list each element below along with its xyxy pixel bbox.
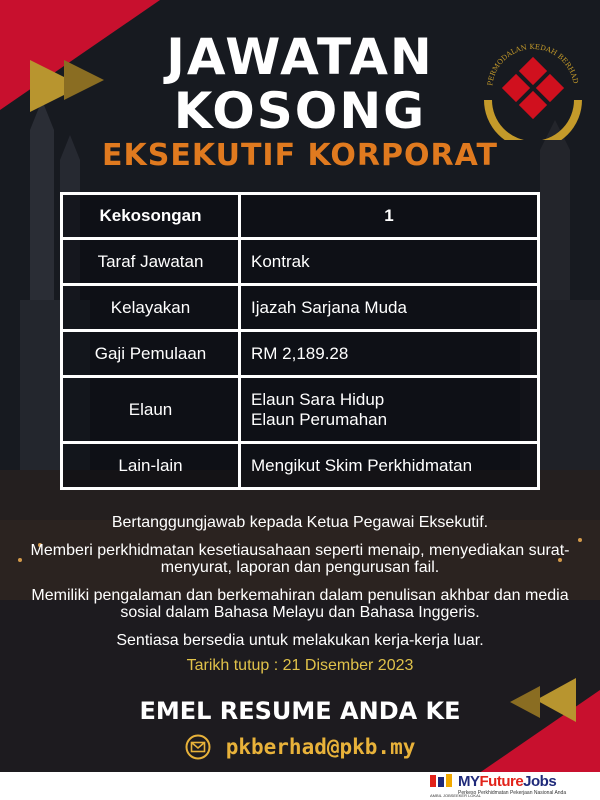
duty-item: Bertanggungjawab kepada Ketua Pegawai Eksekutif. [111,514,489,531]
duty-item: Memiliki pengalaman dan berkemahiran dalam penulisan akhbar dan media sosial dalam Bahasa Melayu dan Bahasa Inggeris. [31,587,569,621]
footer-agency: AMBIL JOBSEEKER LOKAL [430,793,481,798]
row-value-line: Elaun Perumahan [251,409,388,429]
row-label: Kelayakan [62,285,240,331]
table-row [62,194,539,239]
table-row [62,377,539,443]
footer-brand [458,773,556,790]
row-label: Lain-lain [62,443,240,489]
row-label: Gaji Pemulaan [62,331,240,377]
job-details-table [60,192,540,490]
email-row [0,734,600,760]
row-value-line: Elaun Sara Hidup [251,389,385,409]
closing-date: Tarikh tutup : 21 Disember 2023 [186,657,414,674]
job-duties [20,514,580,660]
title-line-2: KOSONG [173,82,427,140]
duty-item: Sentiasa bersedia untuk melakukan kerja-kerja luar. [116,632,484,649]
brand-part: Future [479,773,524,790]
duty-item: Memberi perkhidmatan kesetiausahaan seperti menaip, menyediakan surat-menyurat, laporan dan pengurusan fail. [30,542,570,576]
row-value: Ijazah Sarjana Muda [240,285,539,331]
position-title: EKSEKUTIF KORPORAT [102,138,498,173]
brand-part: Jobs [523,773,557,790]
table-row [62,443,539,489]
logo-text: PERMODALAN KEDAH BERHAD [486,42,580,87]
table-row [62,239,539,285]
row-label: Elaun [62,377,240,443]
row-label: Taraf Jawatan [62,239,240,285]
row-value: Kontrak [240,239,539,285]
mail-icon [185,734,211,760]
pkb-logo-icon [478,30,588,140]
title-line-1: JAWATAN [166,28,434,86]
brand-part: MY [458,773,480,790]
email-link[interactable]: pkberhad@pkb.my [225,735,416,759]
cta-heading: EMEL RESUME ANDA KE [139,697,461,725]
row-value: RM 2,189.28 [240,331,539,377]
agency-logo-icon [427,772,455,792]
table-row [62,331,539,377]
table-row [62,285,539,331]
footer-tagline: Perkeso Perkhidmatan Pekerjaan Nasional Anda [458,790,567,796]
row-value: Mengikut Skim Perkhidmatan [240,443,539,489]
row-value [240,377,539,443]
row-value: 1 [240,194,539,239]
row-label: Kekosongan [62,194,240,239]
